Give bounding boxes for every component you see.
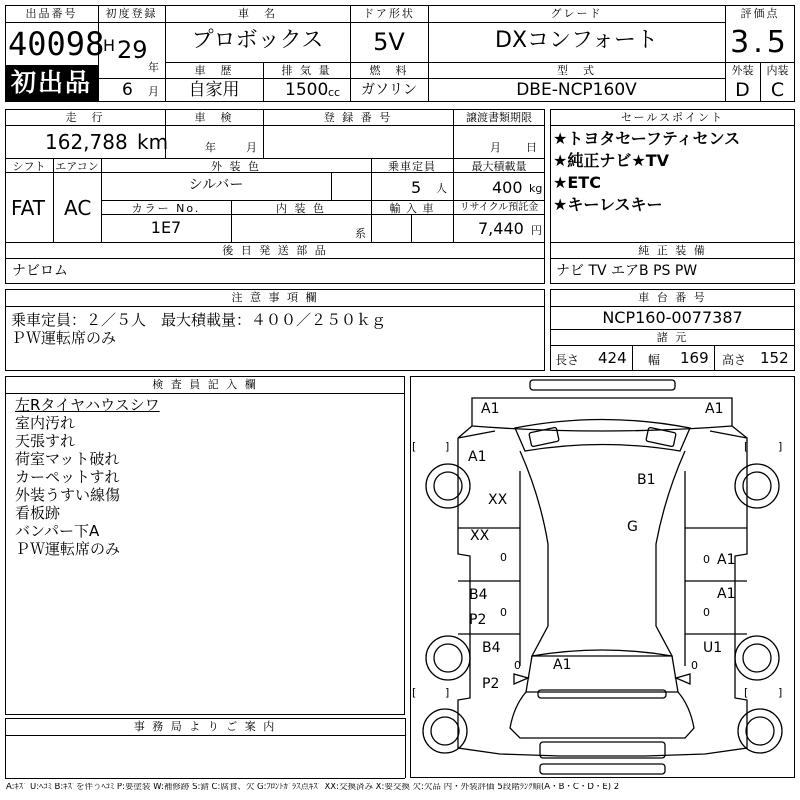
max-load: 400 (492, 178, 523, 197)
inspector-line: 室内汚れ (15, 414, 76, 432)
inspector-line: 看板跡 (15, 504, 61, 522)
first-reg-year: 29 (117, 36, 148, 64)
first-reg-month: 6 (122, 80, 133, 100)
model-label: 型 式 (557, 64, 596, 77)
height: 152 (760, 349, 789, 367)
int-color-unit: 系 (355, 227, 366, 240)
damage-mark: A1 (717, 586, 736, 602)
zero-mark: 0 (500, 551, 507, 564)
office-label: 事 務 局 よ り ご 案 内 (133, 720, 277, 733)
history: 自家用 (188, 80, 240, 100)
grade-label: グレード (550, 7, 603, 20)
capacity: 5 (411, 178, 422, 197)
door-label: ドア形状 (363, 7, 415, 20)
equipment-value: ナビ TV エアB PS PW (556, 263, 698, 279)
inspection-label: 車 検 (194, 111, 234, 124)
sales-points-label: セールスポイント (620, 111, 724, 124)
ext-color-label: 外 装 色 (211, 160, 261, 173)
damage-mark: A1 (468, 449, 487, 465)
car-name: プロボックス (191, 28, 324, 53)
transfer-day-unit: 日 (526, 141, 537, 154)
fuel-label: 燃 料 (369, 64, 409, 77)
zero-mark: 0 (514, 659, 521, 672)
displacement-unit: cc (328, 86, 341, 99)
bracket-mark: ] (778, 440, 783, 453)
recycle-label: リサイクル預託金 (459, 202, 539, 213)
zero-mark: 0 (500, 606, 507, 619)
damage-mark: A1 (553, 657, 572, 673)
grade: DXコンフォート (495, 28, 658, 53)
damage-mark: A1 (705, 401, 724, 417)
damage-mark: XX (470, 528, 490, 544)
max-load-unit: kg (529, 182, 543, 195)
shift-label: シフト (12, 160, 46, 173)
score-label: 評価点 (740, 7, 780, 20)
inspector-line: 外装うすい線傷 (15, 486, 121, 504)
door: 5V (373, 28, 405, 56)
inspector-notes (5, 396, 405, 696)
damage-mark: U1 (703, 640, 723, 656)
inspector-line: 天張すれ (15, 432, 76, 450)
bracket-mark: ] (445, 440, 450, 453)
interior-grade: C (770, 79, 785, 101)
damage-mark: B4 (469, 587, 488, 603)
ac-label: エアコン (55, 160, 99, 173)
dims-label: 諸 元 (656, 331, 689, 344)
inspection-month-unit: 月 (246, 141, 257, 154)
zero-mark: 0 (703, 606, 710, 619)
damage-mark: P2 (482, 676, 500, 692)
color-no-label: カラー No. (131, 202, 201, 215)
shift: FAT (11, 196, 46, 220)
zero-mark: 0 (703, 553, 710, 566)
chassis-no: NCP160-0077387 (602, 308, 743, 327)
lot-no: 40098 (8, 25, 105, 63)
bracket-mark: [ (744, 686, 749, 699)
damage-mark: B1 (637, 472, 656, 488)
model: DBE-NCP160V (516, 80, 637, 100)
month-unit: 月 (148, 85, 159, 98)
first-reg-label: 初度登録 (105, 7, 158, 20)
mileage-label: 走 行 (65, 111, 105, 124)
legend: A:ｷｽﾞ U:ﾍｺﾐ B:ｷｽﾞを伴うﾍｺﾐ P:要塗装 W:補修跡 S:錆 C:腐食、欠 G:ﾌﾛﾝﾄｶﾞﾗｽ点ｷｽﾞ XX:交換済み X:要交換 欠:欠品 内・外装評価 5段階ﾗﾝｸ順(A・B・C・D・E) 2 (6, 783, 620, 792)
damage-mark: A1 (481, 401, 500, 417)
bracket-mark: ] (778, 686, 783, 699)
displacement: 1500 (285, 80, 329, 100)
sales-point-item: ★純正ナビ★TV (553, 151, 669, 170)
later-parts-label: 後 日 発 送 部 品 (222, 244, 328, 257)
lot-no-label: 出品番号 (25, 7, 78, 20)
zero-mark: 0 (691, 659, 698, 672)
recycle: 7,440 (478, 219, 524, 238)
recycle-unit: 円 (531, 224, 542, 237)
bracket-mark: [ (744, 440, 749, 453)
max-load-label: 最大積載量 (471, 160, 527, 173)
width: 169 (680, 349, 709, 367)
car-name-label: 車 名 (238, 7, 277, 20)
inspector-line: 左Rタイヤハウスシワ (15, 396, 160, 414)
first-listing-text: 初出品 (11, 68, 93, 97)
mileage-unit: km (137, 130, 169, 154)
damage-mark: XX (488, 492, 508, 508)
displacement-label: 排 気 量 (281, 64, 332, 77)
bracket-mark: [ (412, 440, 417, 453)
damage-mark: A1 (717, 552, 736, 568)
height-label: 高さ (722, 353, 747, 367)
inspector-label: 検 査 員 記 入 欄 (152, 378, 258, 391)
sales-point-item: ★ETC (553, 173, 601, 192)
ext-color: シルバー (188, 177, 244, 193)
notes-label: 注 意 事 項 欄 (231, 291, 319, 304)
car-diagram (410, 376, 795, 778)
color-no: 1E7 (150, 218, 182, 237)
sales-point-item: ★キーレスキー (553, 195, 663, 214)
length: 424 (598, 349, 627, 367)
damage-mark: P2 (469, 612, 487, 628)
sales-point-item: ★トヨタセーフティセンス (553, 129, 741, 148)
year-unit: 年 (148, 61, 159, 74)
transfer-label: 譲渡書類期限 (466, 111, 532, 124)
damage-mark: G (627, 519, 638, 535)
inspector-line: 荷室マット破れ (15, 450, 120, 468)
equipment-label: 純 正 装 備 (638, 244, 707, 257)
mileage: 162,788 (45, 130, 128, 154)
interior-label: 内装 (766, 64, 789, 77)
reg-no-label: 登 録 番 号 (323, 111, 393, 124)
later-parts: ナビロム (12, 263, 68, 279)
chassis-label: 車 台 番 号 (638, 291, 707, 304)
inspector-line: カーペットすれ (15, 468, 120, 486)
inspection-year-unit: 年 (205, 141, 216, 154)
damage-mark: B4 (482, 640, 501, 656)
ac: AC (64, 196, 92, 220)
exterior-grade: D (735, 79, 750, 101)
history-label: 車 歴 (194, 64, 234, 77)
inspector-line: バンパー下A (15, 522, 100, 540)
score: 3.5 (730, 25, 790, 60)
fuel: ガソリン (361, 82, 417, 98)
capacity-unit: 人 (436, 182, 447, 195)
length-label: 長さ (555, 353, 580, 367)
exterior-label: 外装 (731, 64, 754, 77)
notes-line: ＰＷ運転席のみ (11, 329, 117, 347)
bracket-mark: [ (412, 686, 417, 699)
notes-line: 乗車定員：２／５人 最大積載量：４００／２５０ｋｇ (11, 311, 387, 329)
inspector-line: ＰＷ運転席のみ (15, 540, 121, 558)
era: H (103, 36, 116, 55)
int-color-label: 内 装 色 (276, 202, 326, 215)
bracket-mark: ] (445, 686, 450, 699)
width-label: 幅 (648, 353, 661, 367)
transfer-month-unit: 月 (490, 141, 501, 154)
import-label: 輸 入 車 (389, 202, 435, 215)
capacity-label: 乗車定員 (388, 160, 436, 173)
